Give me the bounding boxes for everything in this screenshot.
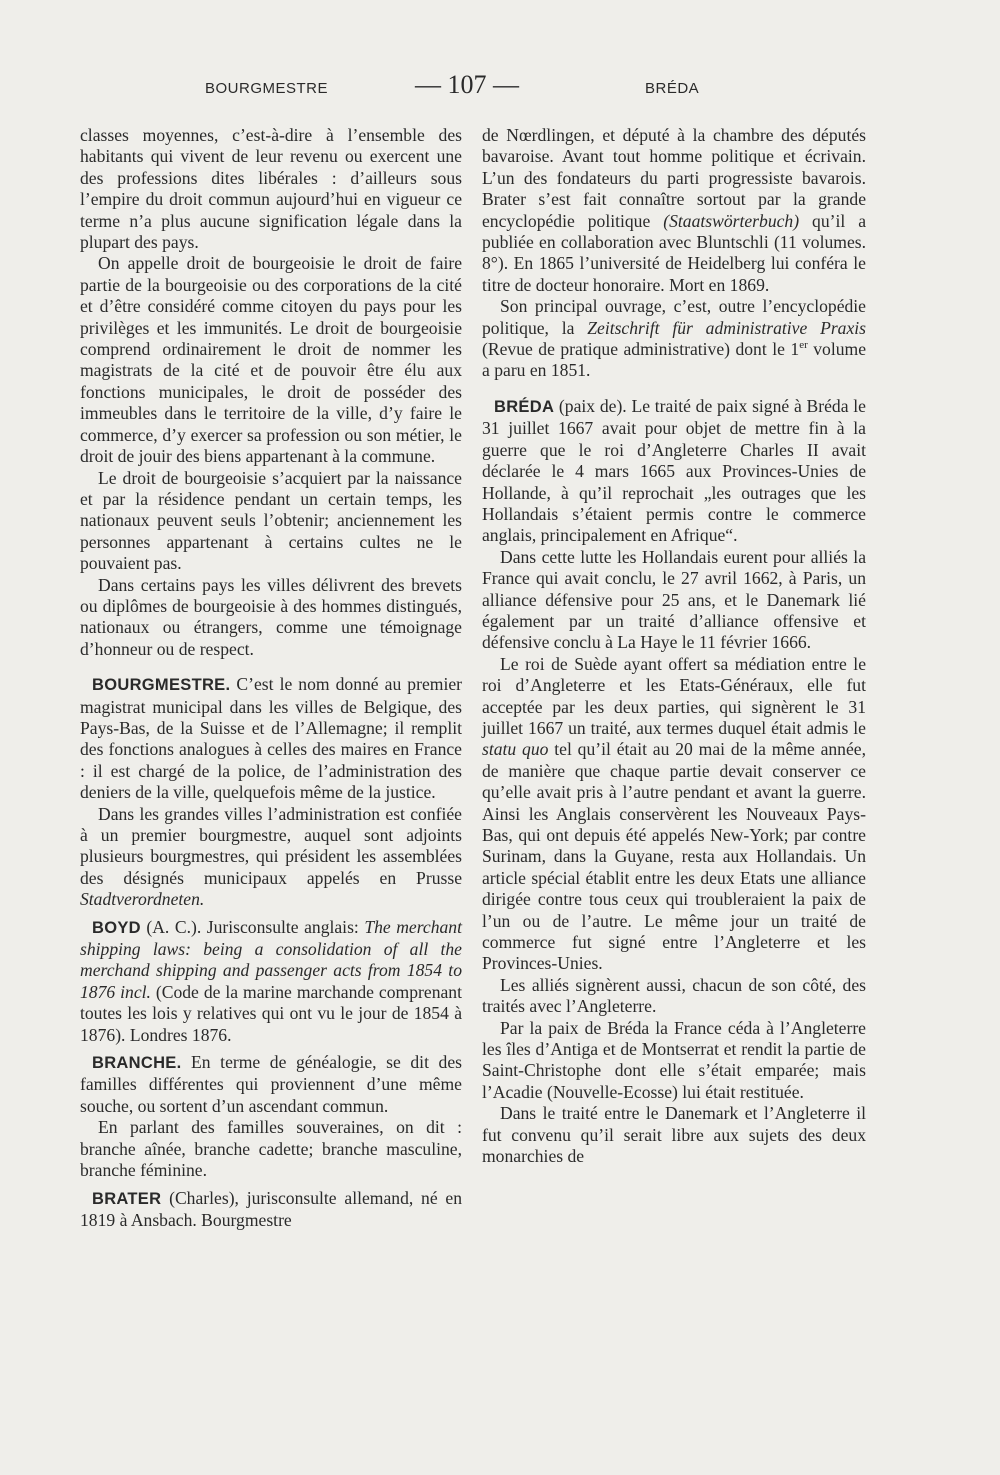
text-run: volume a paru en 1851. [482,339,866,381]
paragraph: Dans cette lutte les Hollandais eurent pour alliés la France qui avait conclu, le 27 avril 1662, à Paris, un alliance défensive pour 25 ans, et le Danemark lié également par un traité d’alliance offensive et défensive conclu à La Haye le 11 février 1666. [482,546,866,653]
entry-branche [80,1052,462,1117]
paragraph: Les alliés signèrent aussi, chacun de son côté, des traités avec l’Angleterre. [482,974,866,1017]
paragraph: Dans certains pays les villes délivrent des brevets ou diplômes de bourgeoisie à des hommes distingués, nationaux ou étrangers, comme une témoignage d’honneur ou de respect. [80,574,462,659]
text-run: Le roi de Suède ayant offert sa médiation entre le roi d’Angleterre et les Etats-Généraux, elle fut acceptée par les deux parties, qui signèrent le 31 juillet 1667 un traité, aux termes duquel était admis le [482,653,866,738]
text-run: qu’il a publiée en collaboration avec Bluntschli (11 volumes. 8°). En 1865 l’université de Heidelberg lui conféra le titre de docteur honoraire. Mort en 1869. [482,210,866,295]
paragraph [482,296,866,382]
paragraph [482,654,866,975]
paragraph: Dans le traité entre le Danemark et l’Angleterre il fut convenu qu’il serait libre aux sujets des deux monarchies de [482,1103,866,1167]
headword: BOYD [92,918,141,937]
text-run: Son principal ouvrage, c’est, outre l’encyclopédie politique, la [482,296,866,338]
headword: BRANCHE. [92,1054,182,1073]
entry-text: (paix de). Le traité de paix signé à Bréda le 31 juillet 1667 avait pour objet de mettre fin à la guerre que le roi d’Angleterre Charles II avait déclarée le 4 mars 1665 aux Provinces-Unies de Hollande, à qu’il reprochait „les outrages que les Hollandais s’étaient permis contre le commerce anglais, principalement en Afrique“. [482,395,866,546]
header-right-word: BRÉDA [645,80,700,97]
book-title: The merchant shipping laws: being a consolidation of all the merchand shipping and passenger acts from 1854 to 1876 incl. [80,916,462,1002]
text-run: de Nœrdlingen, et député à la chambre des députés bavaroise. Avant tout homme politique et écrivain. L’un des fondateurs du parti progressiste bavarois. Brater s’est fait connaître sortout par la grande encyclopédie politique [482,125,866,231]
italic-term: Zeitschrift für administrative Praxis [587,317,867,338]
paragraph: On appelle droit de bourgeoisie le droit de faire partie de la bourgeoisie ou des corporations de la cité et d’être considéré comme citoyen du pays pour les privilèges et les immunités. Le droit de bourgeoisie comprend ordinairement le droit de nommer les magistrats de la cité et de pouvoir être élu aux fonctions municipales, le droit de posséder des immeubles dans le territoire de la ville, d’y faire le commerce, d’y exercer sa profession ou son métier, le droit de jouir des biens appartenant à la commune. [80,253,462,467]
running-header [80,70,920,110]
paragraph [482,125,866,296]
paragraph: Par la paix de Bréda la France céda à l’Angleterre les îles d’Antiga et de Montserrat et rendit la partie de Saint-Christophe dont elle s’était emparée; mais l’Acadie (Nouvelle-Ecosse) lui était restituée. [482,1017,866,1102]
paragraph [80,804,462,911]
page-number: — 107 — [415,70,519,99]
entry-brater [80,1188,462,1232]
text-run: tel qu’il était au 20 mai de la même année, de manière que chaque partie devait conserver ce qu’elle avait pris à l’autre pendant et avant la guerre. Ainsi les Anglais conservèrent les Nouveaux Pays-Bas, qui ont depuis été appelés New-York; par contre Surinam, dans la Guyane, resta aux Hollandais. Un article spécial établit entre les deux Etats une alliance dirigée contre tous ceux qui troubleraient la paix de l’un ou de l’autre. Le même jour un traité de commerce fut signé entre l’Angleterre et les Provinces-Unies. [482,739,866,974]
entry-text: En terme de généalogie, se dit des familles différentes qui proviennent d’une même souche, ou sortent d’un ascendant commun. [80,1052,462,1116]
headword: BOURGMESTRE. [92,676,231,695]
left-column [80,125,462,1231]
entry-bourgmestre [80,674,462,803]
italic-term: Stadtverordneten. [80,889,205,910]
headword: BRÉDA [494,397,555,416]
entry-text: (Code de la marine marchande comprenant toutes les lois y relatives qui ont vu le jour de 1854 à 1876). Londres 1876. [80,981,462,1045]
paragraph: En parlant des familles souveraines, on dit : branche aînée, branche cadette; branche masculine, branche féminine. [80,1117,462,1181]
headword: BRATER [92,1189,162,1208]
entry-breda [482,396,866,547]
entry-text: (Charles), jurisconsulte allemand, né en 1819 à Ansbach. Bourgmestre [80,1187,462,1230]
paragraph: classes moyennes, c’est-à-dire à l’ensemble des habitants qui vivent de leur revenu ou exercent une des professions dites libérales : d’ailleurs sous l’empire du droit commun aujourd’hui en vigueur ce terme n’a plus aucune signification légale dans la plupart des pays. [80,125,462,253]
text-run: Dans les grandes villes l’administration est confiée à un premier bourgmestre, auquel sont adjoints plusieurs bourgmestres, qui président les assemblées des désignés municipaux appelés en Prusse [80,803,462,888]
italic-term: statu quo [482,739,549,760]
entry-text: C’est le nom donné au premier magistrat municipal dans les villes de Belgique, des Pays-Bas, de la Suisse et de l’Allemagne; il remplit des fonctions analogues à celles des maires en France : il est chargé de la police, de l’administration des deniers de la ville, quelquefois même de la justice. [80,674,462,803]
text-run: (Revue de pratique administrative) dont le 1 [482,339,800,360]
italic-term: (Staatswörterbuch) [663,210,800,231]
entry-boyd [80,917,462,1046]
entry-text: (A. C.). Jurisconsulte anglais: [140,916,365,937]
header-left-word: BOURGMESTRE [205,80,329,97]
superscript: er [799,339,808,352]
right-column [482,125,866,1168]
paragraph: Le droit de bourgeoisie s’acquiert par la naissance et par la résidence pendant un certain temps, les nationaux peuvent seuls l’obtenir; anciennement les personnes appartenant à certains cultes ne le pouvaient pas. [80,467,462,574]
